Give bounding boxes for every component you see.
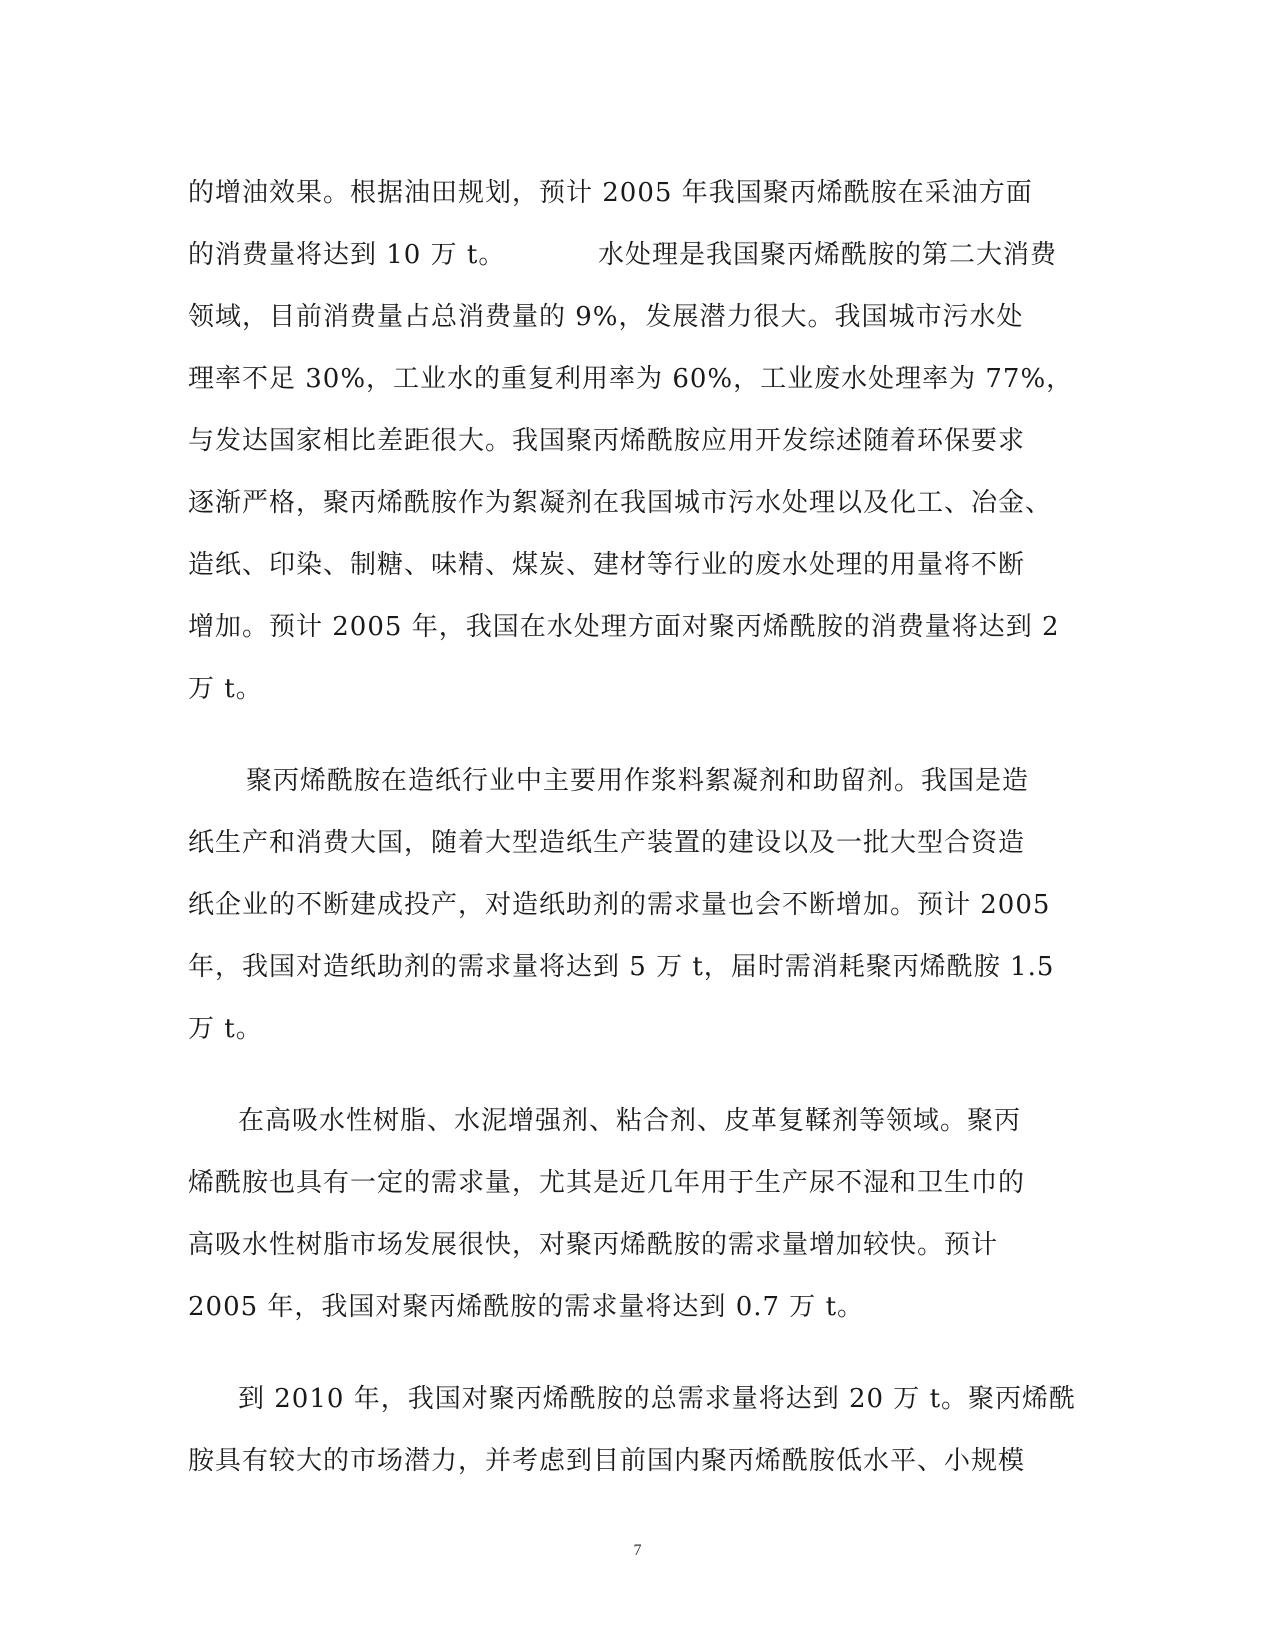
text-line: 在高吸水性树脂、水泥增强剂、粘合剂、皮革复鞣剂等领域。聚丙 — [238, 1106, 1022, 1136]
text-line: 逐渐严格，聚丙烯酰胺作为絮凝剂在我国城市污水处理以及化工、冶金、 — [188, 488, 1053, 518]
text-line: 领域，目前消费量占总消费量的 9%，发展潜力很大。我国城市污水处 — [188, 302, 1024, 332]
text-line: 万 t。 — [188, 1014, 263, 1044]
text-line: 2005 年，我国对聚丙烯酰胺的需求量将达到 0.7 万 t。 — [188, 1292, 865, 1322]
text-line: 的消费量将达到 10 万 t。 水处理是我国聚丙烯酰胺的第二大消费 — [188, 240, 1057, 270]
text-line: 万 t。 — [188, 674, 263, 704]
paragraph-gap — [188, 720, 1083, 750]
paragraph-gap — [188, 1338, 1083, 1368]
body-text — [188, 162, 1083, 1492]
paragraph-papermaking — [188, 750, 1083, 1060]
text-line: 高吸水性树脂市场发展很快，对聚丙烯酰胺的需求量增加较快。预计 — [188, 1230, 999, 1260]
text-line: 胺具有较大的市场潜力，并考虑到目前国内聚丙烯酰胺低水平、小规模 — [188, 1446, 1026, 1476]
text-line: 造纸、印染、制糖、味精、煤炭、建材等行业的废水处理的用量将不断 — [188, 550, 1026, 580]
paragraph-total-demand — [188, 1368, 1083, 1492]
text-line: 年，我国对造纸助剂的需求量将达到 5 万 t，届时需消耗聚丙烯酰胺 1.5 — [188, 952, 1055, 982]
text-line: 增加。预计 2005 年，我国在水处理方面对聚丙烯酰胺的消费量将达到 2 — [188, 612, 1060, 642]
paragraph-superabsorbent — [188, 1090, 1083, 1338]
text-line: 烯酰胺也具有一定的需求量，尤其是近几年用于生产尿不湿和卫生巾的 — [188, 1168, 1026, 1198]
paragraph-water-treatment — [188, 162, 1083, 720]
text-line: 到 2010 年，我国对聚丙烯酰胺的总需求量将达到 20 万 t。聚丙烯酰 — [238, 1384, 1077, 1414]
paragraph-gap — [188, 1060, 1083, 1090]
text-line: 纸生产和消费大国，随着大型造纸生产装置的建设以及一批大型合资造 — [188, 828, 1026, 858]
page-number: 7 — [633, 1542, 642, 1559]
text-line: 的增油效果。根据油田规划，预计 2005 年我国聚丙烯酰胺在采油方面 — [188, 178, 1033, 208]
text-line: 纸企业的不断建成投产，对造纸助剂的需求量也会不断增加。预计 2005 — [188, 890, 1051, 920]
text-line: 理率不足 30%，工业水的重复利用率为 60%，工业废水处理率为 77%， — [188, 364, 1074, 394]
text-line: 与发达国家相比差距很大。我国聚丙烯酰胺应用开发综述随着环保要求 — [188, 426, 1026, 456]
text-line: 聚丙烯酰胺在造纸行业中主要用作浆料絮凝剂和助留剂。我国是造 — [246, 766, 1030, 796]
